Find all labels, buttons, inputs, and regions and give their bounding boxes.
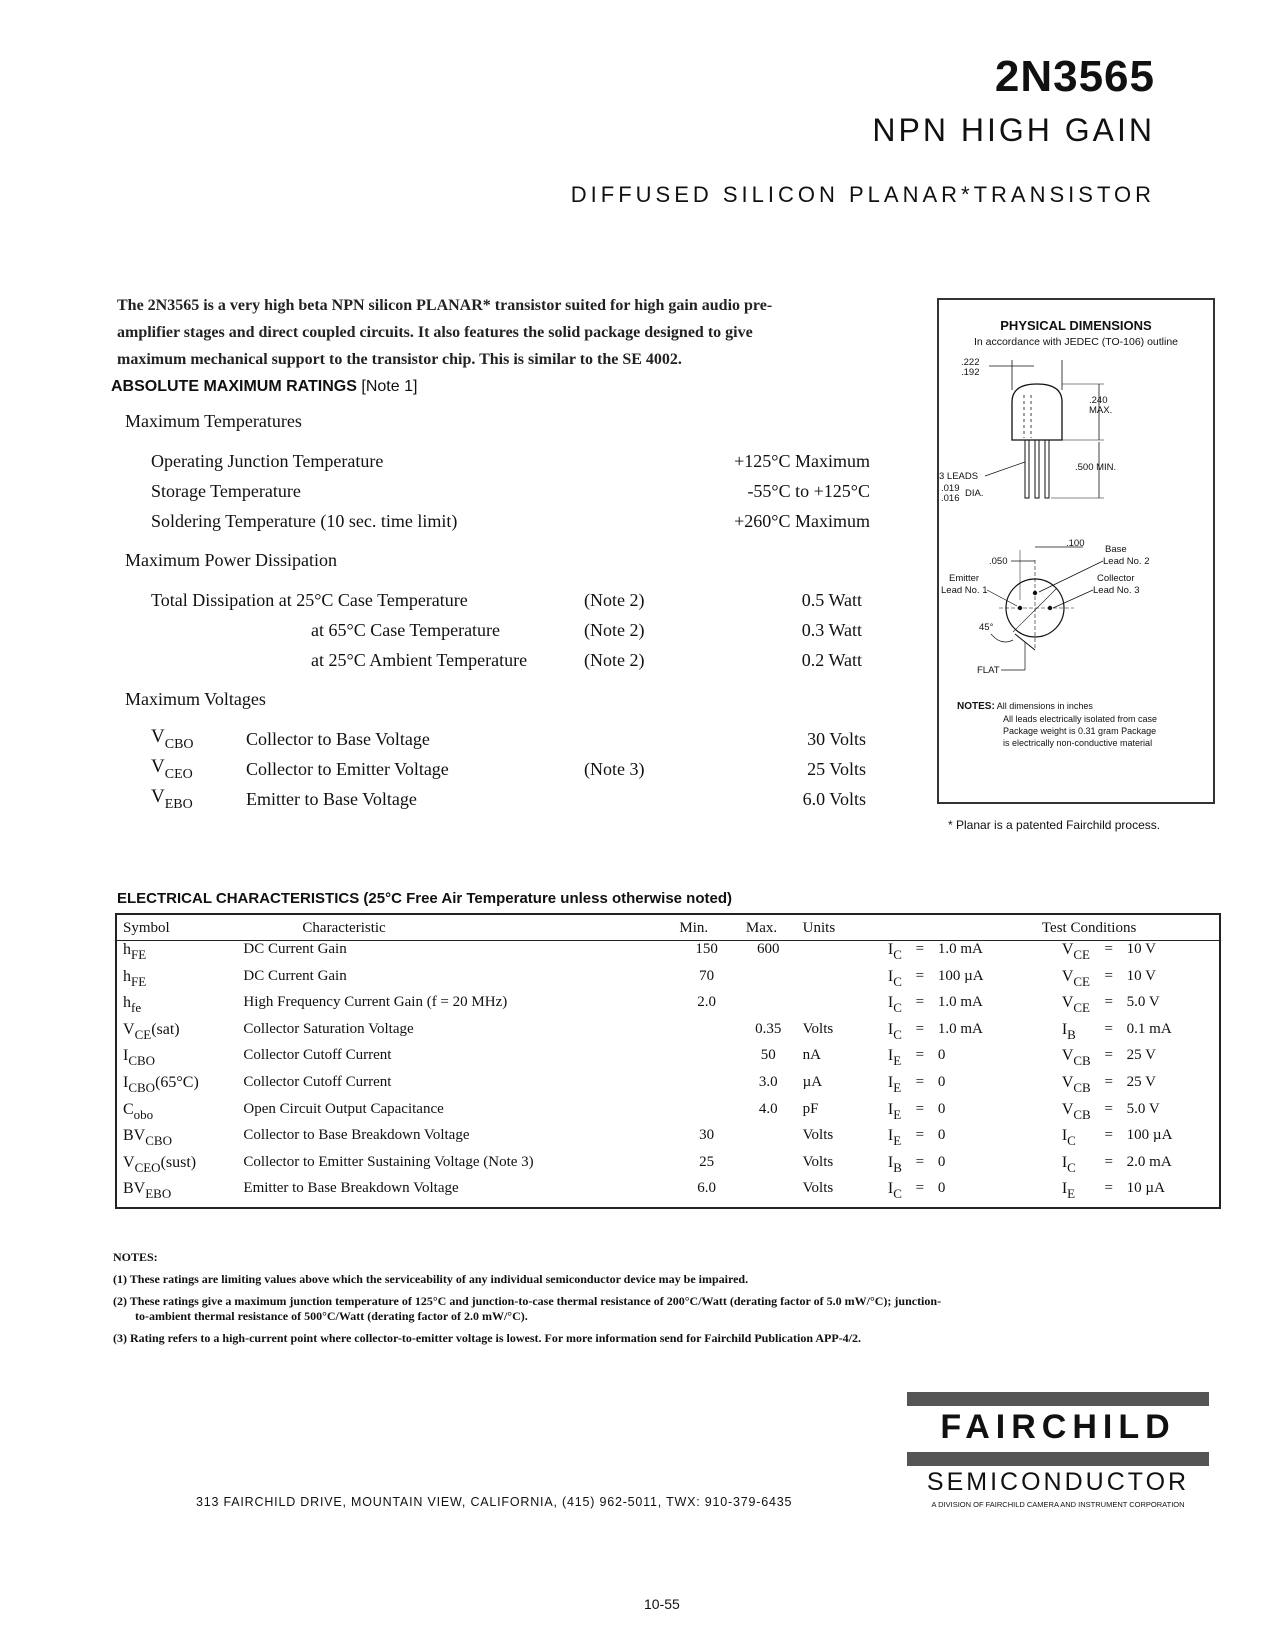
symbol-subscript: CBO — [145, 1133, 172, 1149]
condition-value: 2.0 mA — [1126, 1153, 1172, 1170]
condition-symbol: I — [887, 1127, 894, 1145]
condition-symbol: I — [887, 1073, 894, 1091]
equals-sign: = — [915, 967, 925, 984]
condition-value: 0 — [937, 1073, 946, 1090]
fairchild-logo: FAIRCHILD — [940, 1408, 1176, 1446]
power-label: Total Dissipation at 25°C Case Temperature — [151, 590, 468, 610]
table-row — [116, 1047, 1220, 1074]
equals-sign: = — [1104, 1180, 1113, 1197]
condition-symbol: I — [1061, 1020, 1068, 1038]
logo-bar — [907, 1452, 1209, 1466]
intro-paragraph — [117, 292, 907, 373]
symbol-subscript: CEO — [164, 767, 193, 782]
temp-label: Storage Temperature — [151, 481, 301, 501]
symbol-subscript: FE — [131, 973, 147, 989]
symbol-subscript: obo — [133, 1106, 154, 1122]
table-row — [116, 1127, 1220, 1154]
condition-value: 5.0 V — [1126, 1100, 1160, 1117]
equals-sign: = — [915, 1153, 925, 1170]
electrical-characteristics-table — [115, 913, 1221, 1209]
condition-symbol: I — [1061, 1127, 1068, 1145]
symbol-letter: V — [123, 1020, 135, 1038]
characteristic: Collector Cutoff Current — [243, 1073, 392, 1090]
dim-240: .240 — [1089, 395, 1108, 406]
condition-value: 10 µA — [1126, 1180, 1165, 1197]
units: Volts — [802, 1153, 834, 1170]
leader-line — [987, 590, 1017, 606]
equals-sign: = — [1104, 1153, 1113, 1170]
dim-max: MAX. — [1089, 405, 1113, 416]
semiconductor-wordmark: SEMICONDUCTOR — [926, 1468, 1190, 1496]
physical-dimensions-title: PHYSICAL DIMENSIONS — [1000, 318, 1152, 333]
units: Volts — [802, 1020, 834, 1037]
condition-symbol: V — [1061, 1047, 1074, 1065]
power-value: 0.5 Watt — [801, 590, 862, 610]
intro-line: The 2N3565 is a very high beta NPN silicon PLANAR* transistor suited for high gain audio pre- — [117, 297, 773, 314]
physical-dimensions-subtitle: In accordance with JEDEC (TO-106) outline — [973, 336, 1179, 348]
voltage-label: Emitter to Base Voltage — [246, 789, 417, 809]
table-row — [116, 1101, 1220, 1128]
condition-symbol: V — [1061, 941, 1074, 958]
base-label: Base — [1105, 544, 1127, 555]
voltage-label: Collector to Base Voltage — [246, 729, 430, 749]
condition-subscript: E — [1067, 1186, 1076, 1202]
power-note: (Note 2) — [584, 650, 645, 670]
physical-notes-label: NOTES: — [957, 701, 995, 712]
characteristic: High Frequency Current Gain (f = 20 MHz) — [243, 994, 508, 1011]
units: Volts — [802, 1127, 834, 1144]
condition-subscript: CE — [1073, 947, 1090, 962]
symbol-letter: V — [151, 786, 165, 807]
symbol-letter: h — [123, 994, 131, 1012]
condition-subscript: E — [893, 1053, 902, 1069]
voltage-symbol — [151, 786, 193, 813]
column-header: Units — [797, 914, 882, 941]
max-value: 600 — [757, 941, 780, 957]
table-row — [116, 1180, 1220, 1208]
flat-label: FLAT — [977, 665, 1000, 676]
equals-sign: = — [915, 1180, 925, 1197]
equals-sign: = — [915, 941, 925, 957]
condition-value: 5.0 V — [1126, 994, 1160, 1011]
condition-symbol: V — [1061, 1100, 1074, 1118]
table-row — [116, 968, 1220, 995]
planar-footnote: * Planar is a patented Fairchild process. — [948, 818, 1161, 832]
division-line: A DIVISION OF FAIRCHILD CAMERA AND INSTRUMENT CORPORATION — [931, 1500, 1185, 1509]
voltage-label: Collector to Emitter Voltage — [246, 759, 449, 779]
temp-value: +125°C Maximum — [734, 451, 870, 471]
equals-sign: = — [915, 1127, 925, 1144]
min-value: 70 — [699, 967, 715, 984]
condition-value: 25 V — [1126, 1073, 1156, 1090]
lead-1 — [1025, 440, 1029, 498]
abs-max-note: [Note 1] — [361, 378, 418, 395]
condition-value: 1.0 mA — [937, 994, 983, 1011]
physical-notes — [957, 700, 1157, 749]
symbol-subscript: CBO — [164, 737, 194, 752]
equals-sign: = — [915, 1073, 925, 1090]
device-type: NPN HIGH GAIN — [872, 112, 1155, 148]
equals-sign: = — [1104, 994, 1113, 1011]
condition-value: 0 — [937, 1127, 946, 1144]
condition-value: 10 V — [1126, 941, 1156, 957]
characteristic: Collector Cutoff Current — [243, 1047, 392, 1064]
symbol-subscript: CBO — [128, 1079, 156, 1095]
to106-package-drawing — [939, 350, 1213, 700]
condition-subscript: CE — [1073, 1000, 1090, 1016]
table-row — [116, 1021, 1220, 1048]
column-header: Characteristic — [237, 914, 673, 941]
condition-subscript: C — [893, 1186, 902, 1202]
symbol-subscript: EBO — [164, 797, 193, 812]
equals-sign: = — [1104, 1127, 1113, 1144]
physical-note: is electrically non-conductive material — [1003, 738, 1153, 748]
equals-sign: = — [1104, 1073, 1113, 1090]
base-lead-label: Lead No. 2 — [1103, 556, 1150, 567]
condition-subscript: C — [893, 1000, 902, 1016]
notes-section — [113, 1250, 1223, 1353]
characteristic: DC Current Gain — [243, 967, 347, 984]
table-row — [116, 941, 1220, 968]
max-value: 50 — [760, 1047, 776, 1064]
symbol-letter: V — [151, 756, 165, 777]
column-header: Max. — [740, 914, 797, 941]
temp-label: Operating Junction Temperature — [151, 451, 384, 471]
leads-label: 3 LEADS — [939, 471, 979, 482]
condition-subscript: C — [1067, 1133, 1076, 1149]
symbol-subscript: fe — [131, 1000, 142, 1016]
physical-dimensions-box — [937, 298, 1215, 804]
intro-line: amplifier stages and direct coupled circuits. It also features the solid package designed to give — [117, 324, 753, 341]
power-note: (Note 2) — [584, 620, 645, 640]
characteristic: Open Circuit Output Capacitance — [243, 1100, 444, 1117]
abs-max-title: ABSOLUTE MAXIMUM RATINGS — [111, 378, 357, 395]
condition-symbol: V — [1061, 994, 1074, 1012]
condition-symbol: I — [887, 941, 894, 958]
angle-arc — [991, 634, 1013, 642]
equals-sign: = — [915, 994, 925, 1011]
voltage-value: 25 Volts — [807, 759, 866, 779]
max-value: 0.35 — [755, 1020, 782, 1037]
min-value: 25 — [699, 1153, 715, 1170]
min-value: 150 — [695, 941, 718, 957]
condition-subscript: E — [893, 1079, 902, 1095]
note-2: (2) These ratings give a maximum junction temperature of 125°C and junction-to-case thermal resistance of 200°C/Watt (derating factor of 5.0 mW/°C); junction- — [113, 1294, 942, 1308]
condition-subscript: CB — [1073, 1053, 1091, 1069]
condition-subscript: CB — [1073, 1106, 1091, 1122]
lead-3 — [1045, 440, 1049, 498]
condition-symbol: I — [887, 1100, 894, 1118]
symbol-letter: C — [123, 1100, 134, 1118]
units: µA — [802, 1073, 823, 1090]
symbol-letter: V — [123, 1153, 135, 1171]
condition-value: 10 V — [1126, 967, 1156, 984]
symbol-subscript: CEO — [134, 1159, 161, 1175]
leader-line — [985, 462, 1025, 476]
equals-sign: = — [1104, 967, 1113, 984]
device-description: DIFFUSED SILICON PLANAR*TRANSISTOR — [570, 182, 1155, 207]
temp-value: +260°C Maximum — [734, 511, 870, 531]
dim-100: .100 — [1066, 538, 1085, 549]
note-2-continued: to-ambient thermal resistance of 500°C/Watt (derating factor of 2.0 mW/°C). — [135, 1309, 528, 1323]
equals-sign: = — [1104, 1047, 1113, 1064]
voltage-symbol — [151, 756, 193, 783]
condition-subscript: C — [893, 973, 902, 989]
page-number: 10-55 — [644, 1596, 680, 1612]
symbol-letter: BV — [123, 1127, 146, 1145]
electrical-heading — [117, 890, 732, 907]
power-value: 0.2 Watt — [801, 650, 862, 670]
collector-label: Collector — [1097, 573, 1135, 584]
logo-bar — [907, 1392, 1209, 1406]
emitter-label: Emitter — [949, 573, 980, 584]
dim-192: .192 — [961, 367, 980, 378]
equals-sign: = — [915, 1020, 925, 1037]
voltage-symbol — [151, 726, 194, 753]
condition-value: 100 µA — [937, 967, 984, 984]
voltages-heading: Maximum Voltages — [125, 689, 266, 709]
condition-value: 0 — [937, 1100, 946, 1117]
condition-symbol: I — [1061, 1153, 1068, 1171]
condition-subscript: E — [893, 1133, 902, 1149]
dim-222: .222 — [961, 357, 980, 368]
equals-sign: = — [915, 1100, 925, 1117]
condition-symbol: I — [887, 1180, 894, 1198]
symbol-letter: I — [123, 1047, 129, 1065]
voltage-value: 30 Volts — [807, 729, 866, 749]
table-row — [116, 994, 1220, 1021]
temp-value: -55°C to +125°C — [747, 481, 870, 501]
condition-symbol: I — [887, 967, 894, 985]
voltage-note: (Note 3) — [584, 759, 645, 779]
min-value: 2.0 — [697, 994, 717, 1011]
symbol-suffix: (sat) — [151, 1020, 180, 1038]
dim-019: .019 — [941, 483, 960, 494]
electrical-conditions-note: (25°C Free Air Temperature unless otherwise noted) — [363, 890, 732, 907]
table-row — [116, 1154, 1220, 1181]
column-header: Min. — [673, 914, 740, 941]
symbol-letter: BV — [123, 1180, 146, 1198]
equals-sign: = — [1104, 941, 1113, 957]
condition-subscript: C — [893, 947, 902, 962]
symbol-subscript: CE — [134, 1026, 152, 1042]
voltage-value: 6.0 Volts — [802, 789, 866, 809]
condition-value: 0 — [937, 1180, 946, 1197]
units: Volts — [802, 1180, 834, 1197]
symbol-letter: I — [123, 1073, 129, 1091]
condition-value: 1.0 mA — [937, 1020, 983, 1037]
condition-symbol: I — [887, 1047, 894, 1065]
condition-value: 0 — [937, 1153, 946, 1170]
condition-symbol: I — [887, 1153, 894, 1171]
lead-2 — [1035, 440, 1039, 498]
symbol-subscript: FE — [131, 947, 147, 962]
condition-symbol: I — [1061, 1180, 1068, 1198]
condition-subscript: C — [893, 1026, 902, 1042]
note-1: (1) These ratings are limiting values above which the serviceability of any individual semiconductor device may be impaired. — [113, 1272, 749, 1286]
condition-symbol: V — [1061, 967, 1074, 985]
collector-lead-label: Lead No. 3 — [1093, 585, 1140, 596]
symbol-suffix: (sust) — [160, 1153, 197, 1171]
dim-016: .016 — [941, 493, 960, 504]
condition-subscript: CE — [1073, 973, 1090, 989]
angle-label: 45° — [979, 622, 994, 633]
condition-subscript: CB — [1073, 1079, 1091, 1095]
condition-subscript: C — [1067, 1159, 1076, 1175]
characteristic: Collector to Emitter Sustaining Voltage (Note 3) — [243, 1153, 534, 1170]
equals-sign: = — [1104, 1100, 1113, 1117]
note-3: (3) Rating refers to a high-current point where collector-to-emitter voltage is lowest. For more information send for Fairchild Publication APP-4/2. — [113, 1331, 861, 1345]
part-number: 2N3565 — [994, 52, 1155, 101]
symbol-subscript: EBO — [145, 1186, 172, 1202]
condition-subscript: E — [893, 1106, 902, 1122]
condition-value: 100 µA — [1126, 1127, 1173, 1144]
dim-dia: DIA. — [965, 488, 984, 499]
emitter-lead-label: Lead No. 1 — [941, 585, 988, 596]
electrical-title: ELECTRICAL CHARACTERISTICS — [117, 890, 360, 907]
power-label: at 25°C Ambient Temperature — [311, 650, 528, 670]
symbol-letter: h — [123, 967, 131, 985]
symbol-letter: h — [123, 941, 131, 958]
condition-subscript: B — [893, 1159, 902, 1175]
condition-symbol: I — [887, 1020, 894, 1038]
equals-sign: = — [915, 1047, 925, 1064]
power-value: 0.3 Watt — [801, 620, 862, 640]
units: pF — [802, 1100, 819, 1117]
temps-heading: Maximum Temperatures — [125, 411, 302, 431]
condition-value: 1.0 mA — [937, 941, 983, 957]
temp-label: Soldering Temperature (10 sec. time limit) — [151, 511, 458, 531]
notes-heading: NOTES: — [113, 1250, 158, 1264]
power-note: (Note 2) — [584, 590, 645, 610]
table-header-row — [116, 914, 1220, 941]
column-header: Test Conditions — [882, 914, 1220, 941]
physical-note: All leads electrically isolated from case — [1003, 714, 1158, 724]
condition-value: 25 V — [1126, 1047, 1156, 1064]
table-row — [116, 1074, 1220, 1101]
physical-note: Package weight is 0.31 gram Package — [1003, 726, 1157, 736]
symbol-suffix: (65°C) — [155, 1073, 199, 1091]
units: nA — [802, 1047, 821, 1064]
dim-500-min: .500 MIN. — [1075, 462, 1117, 473]
symbol-letter: V — [151, 726, 165, 747]
max-value: 4.0 — [758, 1100, 778, 1117]
condition-subscript: B — [1067, 1026, 1076, 1042]
symbol-subscript: CBO — [128, 1053, 156, 1069]
abs-max-heading — [111, 378, 417, 396]
intro-line: maximum mechanical support to the transistor chip. This is similar to the SE 4002. — [117, 351, 682, 368]
min-value: 6.0 — [697, 1180, 717, 1197]
condition-symbol: V — [1061, 1073, 1074, 1091]
condition-symbol: I — [887, 994, 894, 1012]
power-heading: Maximum Power Dissipation — [125, 550, 337, 570]
max-value: 3.0 — [758, 1073, 778, 1090]
physical-note: All dimensions in inches — [996, 701, 1093, 711]
power-label: at 65°C Case Temperature — [311, 620, 501, 640]
equals-sign: = — [1104, 1020, 1113, 1037]
condition-value: 0 — [937, 1047, 946, 1064]
company-address: 313 FAIRCHILD DRIVE, MOUNTAIN VIEW, CALIFORNIA, (415) 962-5011, TWX: 910-379-6435 — [196, 1495, 793, 1509]
characteristic: Collector to Base Breakdown Voltage — [243, 1127, 470, 1144]
condition-value: 0.1 mA — [1126, 1020, 1172, 1037]
min-value: 30 — [699, 1127, 715, 1144]
dim-050: .050 — [989, 556, 1008, 567]
characteristic: Emitter to Base Breakdown Voltage — [243, 1180, 459, 1197]
column-header: Symbol — [116, 914, 237, 941]
package-body — [1012, 384, 1062, 440]
characteristic: Collector Saturation Voltage — [243, 1020, 414, 1037]
characteristic: DC Current Gain — [243, 941, 347, 957]
